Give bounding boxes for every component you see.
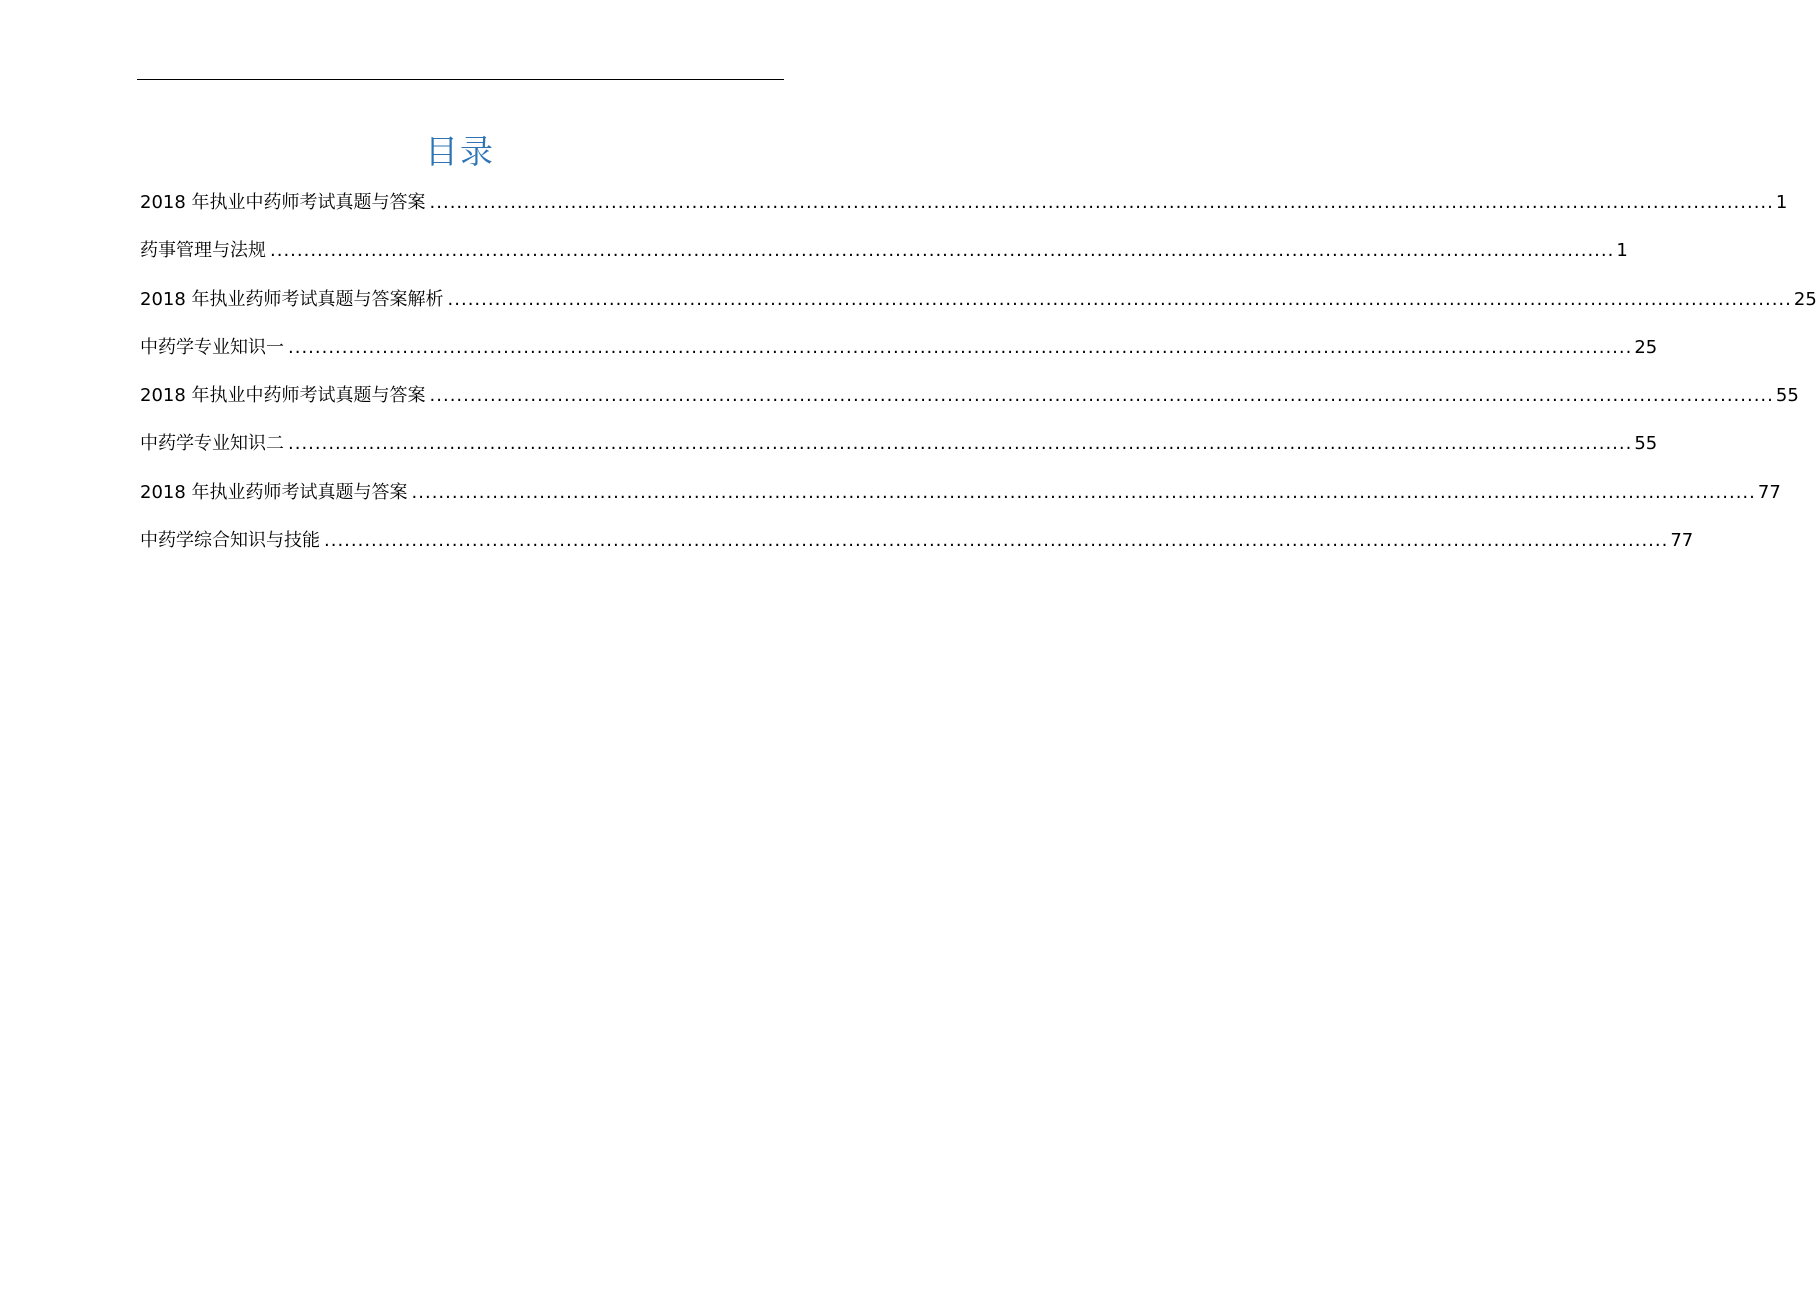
dot-leader: ........................................................................................................................................................................................................ [288, 336, 1633, 358]
toc-entry[interactable] [140, 181, 1788, 229]
toc-entry[interactable] [140, 519, 1694, 567]
toc-entry[interactable] [140, 422, 1658, 470]
toc-entry-title: 2018 年执业中药师考试真题与答案 [140, 192, 426, 213]
toc-entry-page: 77 [1670, 530, 1694, 552]
toc-entry[interactable] [140, 278, 1817, 326]
dot-leader: ........................................................................................................................................................................................................ [270, 240, 1615, 262]
toc-entry-page: 1 [1775, 192, 1788, 213]
toc-entry-page: 77 [1757, 481, 1781, 503]
dot-leader: ........................................................................................................................................................................................................ [288, 433, 1633, 455]
table-of-contents [140, 181, 1817, 567]
toc-entry[interactable] [140, 471, 1781, 519]
dot-leader: ........................................................................................................................................................................................................ [324, 530, 1669, 552]
dot-leader: ........................................................................................................................................................................................................ [429, 192, 1774, 213]
dot-leader: ........................................................................................................................................................................................................ [429, 385, 1774, 407]
toc-entry-page: 25 [1793, 288, 1817, 310]
toc-entry[interactable] [140, 229, 1628, 277]
toc-entry-title: 中药学专业知识一 [140, 336, 284, 358]
header-rule [137, 79, 784, 80]
toc-entry[interactable] [140, 374, 1799, 422]
toc-entry-page: 55 [1634, 433, 1658, 455]
dot-leader: ........................................................................................................................................................................................................ [447, 288, 1792, 310]
toc-entry-title: 2018 年执业中药师考试真题与答案 [140, 385, 426, 407]
toc-entry-page: 1 [1616, 240, 1628, 262]
toc-title: 目录 [425, 132, 495, 171]
toc-entry-title: 中药学专业知识二 [140, 433, 284, 455]
toc-entry-title: 中药学综合知识与技能 [140, 530, 320, 552]
toc-entry-title: 药事管理与法规 [140, 240, 266, 262]
toc-entry-title: 2018 年执业药师考试真题与答案解析 [140, 288, 444, 310]
toc-entry[interactable] [140, 326, 1658, 374]
toc-entry-title: 2018 年执业药师考试真题与答案 [140, 481, 408, 503]
toc-entry-page: 55 [1775, 385, 1799, 407]
toc-entry-page: 25 [1634, 336, 1658, 358]
dot-leader: ........................................................................................................................................................................................................ [411, 481, 1756, 503]
